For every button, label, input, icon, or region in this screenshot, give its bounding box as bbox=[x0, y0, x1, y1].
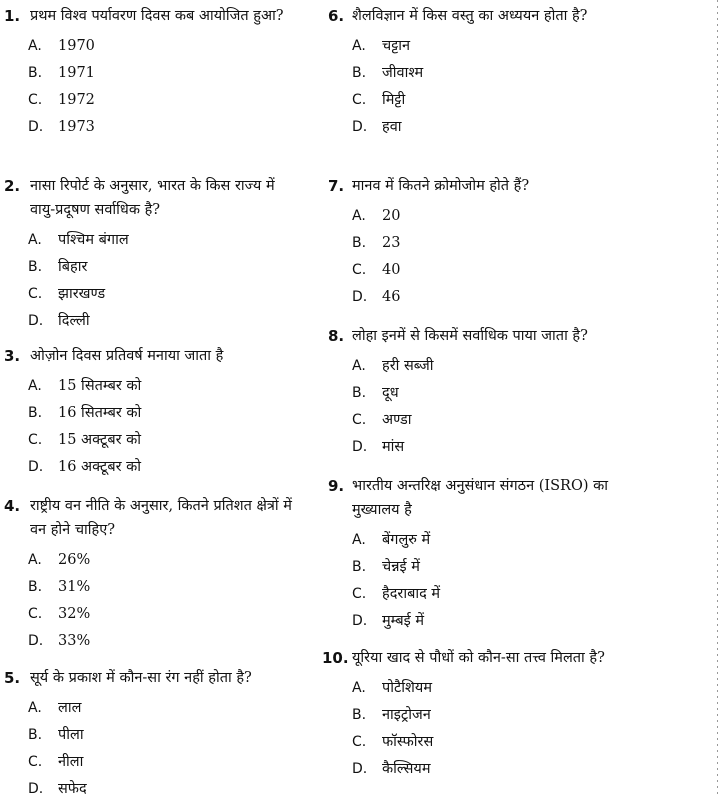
option-text: पोटैशियम bbox=[382, 680, 432, 696]
option-a bbox=[0, 33, 300, 60]
question-text: प्रथम विश्व पर्यावरण दिवस कब आयोजित हुआ? bbox=[30, 8, 284, 24]
option-text: नीला bbox=[58, 754, 84, 770]
option-label: B. bbox=[28, 405, 43, 421]
option-text: नाइट्रोजन bbox=[382, 707, 431, 723]
option-text: चेन्नई में bbox=[382, 559, 420, 575]
option-a bbox=[322, 203, 622, 230]
option-b bbox=[0, 722, 300, 749]
question-text: मानव में कितने क्रोमोजोम होते हैं? bbox=[352, 178, 530, 194]
question-4 bbox=[0, 494, 300, 655]
option-label: C. bbox=[28, 606, 43, 622]
option-text: 1971 bbox=[58, 65, 95, 81]
option-c bbox=[0, 427, 300, 454]
question-number: 7. bbox=[328, 177, 345, 195]
option-label: B. bbox=[352, 385, 367, 401]
question-text: भारतीय अन्तरिक्ष अनुसंधान संगठन (ISRO) का मुख्यालय है bbox=[352, 478, 609, 518]
option-d bbox=[0, 454, 300, 481]
option-label: D. bbox=[28, 781, 44, 797]
option-label: A. bbox=[28, 38, 42, 54]
option-label: C. bbox=[28, 286, 43, 302]
option-text: 23 bbox=[382, 235, 401, 251]
question-number: 2. bbox=[4, 177, 21, 195]
option-label: B. bbox=[352, 559, 367, 575]
question-text: यूरिया खाद से पौधों को कौन-सा तत्त्व मिलता है? bbox=[352, 650, 605, 666]
question-1 bbox=[0, 4, 300, 141]
question-stem bbox=[0, 494, 300, 542]
option-text: हैदराबाद में bbox=[382, 586, 441, 602]
option-label: C. bbox=[28, 92, 43, 108]
option-label: B. bbox=[28, 259, 43, 275]
option-b bbox=[322, 230, 622, 257]
option-text: अण्डा bbox=[382, 412, 412, 428]
option-d bbox=[0, 114, 300, 141]
question-number: 10. bbox=[322, 649, 349, 667]
option-text: 26% bbox=[58, 552, 91, 568]
option-d bbox=[322, 608, 622, 635]
question-number: 4. bbox=[4, 497, 21, 515]
question-number: 8. bbox=[328, 327, 345, 345]
option-text: चट्टान bbox=[382, 38, 411, 54]
question-stem bbox=[0, 666, 300, 690]
question-stem bbox=[322, 474, 622, 522]
option-label: D. bbox=[28, 633, 44, 649]
question-5 bbox=[0, 666, 300, 803]
option-text: 16 सितम्बर को bbox=[58, 405, 142, 421]
option-label: A. bbox=[352, 358, 366, 374]
option-text: फॉस्फोरस bbox=[382, 734, 434, 750]
option-text: 20 bbox=[382, 208, 401, 224]
option-b bbox=[322, 702, 622, 729]
option-label: A. bbox=[28, 378, 42, 394]
question-6 bbox=[322, 4, 622, 141]
option-text: 46 bbox=[382, 289, 401, 305]
option-label: D. bbox=[352, 119, 368, 135]
option-c bbox=[0, 281, 300, 308]
question-number: 1. bbox=[4, 7, 21, 25]
option-label: A. bbox=[352, 208, 366, 224]
option-text: 40 bbox=[382, 262, 401, 278]
option-label: B. bbox=[352, 707, 367, 723]
question-number: 3. bbox=[4, 347, 21, 365]
question-10 bbox=[322, 646, 622, 783]
question-8 bbox=[322, 324, 622, 461]
option-label: D. bbox=[352, 439, 368, 455]
question-text: लोहा इनमें से किसमें सर्वाधिक पाया जाता है? bbox=[352, 328, 588, 344]
question-stem bbox=[322, 324, 622, 348]
option-b bbox=[0, 60, 300, 87]
option-text: कैल्सियम bbox=[382, 761, 431, 777]
option-label: D. bbox=[28, 313, 44, 329]
option-c bbox=[322, 581, 622, 608]
option-d bbox=[322, 434, 622, 461]
question-stem bbox=[322, 646, 622, 670]
question-number: 5. bbox=[4, 669, 21, 687]
option-c bbox=[0, 87, 300, 114]
option-text: पश्चिम बंगाल bbox=[58, 232, 129, 248]
option-text: 33% bbox=[58, 633, 91, 649]
option-label: A. bbox=[352, 38, 366, 54]
option-label: C. bbox=[352, 586, 367, 602]
option-text: मिट्टी bbox=[382, 92, 406, 108]
question-3 bbox=[0, 344, 300, 481]
option-label: A. bbox=[352, 680, 366, 696]
option-b bbox=[322, 554, 622, 581]
option-label: A. bbox=[352, 532, 366, 548]
option-text: पीला bbox=[58, 727, 84, 743]
option-c bbox=[322, 407, 622, 434]
question-stem bbox=[322, 174, 622, 198]
option-d bbox=[322, 284, 622, 311]
option-label: C. bbox=[352, 262, 367, 278]
question-number: 9. bbox=[328, 477, 345, 495]
option-text: हवा bbox=[382, 119, 402, 135]
option-text: 1970 bbox=[58, 38, 95, 54]
question-9 bbox=[322, 474, 622, 635]
option-d bbox=[322, 756, 622, 783]
option-d bbox=[322, 114, 622, 141]
question-stem bbox=[322, 4, 622, 28]
option-label: B. bbox=[28, 727, 43, 743]
option-c bbox=[0, 601, 300, 628]
page-edge-divider bbox=[717, 0, 718, 795]
option-c bbox=[322, 257, 622, 284]
question-stem bbox=[0, 344, 300, 368]
question-number: 6. bbox=[328, 7, 345, 25]
option-label: D. bbox=[352, 613, 368, 629]
option-a bbox=[322, 353, 622, 380]
option-d bbox=[0, 628, 300, 655]
option-label: C. bbox=[28, 754, 43, 770]
option-b bbox=[0, 574, 300, 601]
option-text: 15 अक्टूबर को bbox=[58, 432, 142, 448]
option-text: दूध bbox=[382, 385, 399, 401]
option-text: बिहार bbox=[58, 259, 88, 275]
question-stem bbox=[0, 4, 300, 28]
option-label: D. bbox=[352, 289, 368, 305]
option-label: B. bbox=[352, 235, 367, 251]
option-text: 1973 bbox=[58, 119, 95, 135]
option-text: झारखण्ड bbox=[58, 286, 106, 302]
option-text: हरी सब्जी bbox=[382, 358, 434, 374]
option-label: A. bbox=[28, 232, 42, 248]
option-a bbox=[322, 33, 622, 60]
question-text: सूर्य के प्रकाश में कौन-सा रंग नहीं होता है? bbox=[30, 670, 252, 686]
option-c bbox=[322, 87, 622, 114]
option-c bbox=[322, 729, 622, 756]
option-text: मांस bbox=[382, 439, 405, 455]
option-text: 16 अक्टूबर को bbox=[58, 459, 142, 475]
option-d bbox=[0, 308, 300, 335]
option-label: A. bbox=[28, 552, 42, 568]
option-b bbox=[322, 380, 622, 407]
question-text: नासा रिपोर्ट के अनुसार, भारत के किस राज्य में वायु-प्रदूषण सर्वाधिक है? bbox=[30, 178, 275, 218]
option-text: बेंगलुरु में bbox=[382, 532, 431, 548]
option-text: लाल bbox=[58, 700, 82, 716]
option-d bbox=[0, 776, 300, 803]
option-text: सफेद bbox=[58, 781, 87, 797]
option-label: A. bbox=[28, 700, 42, 716]
question-7 bbox=[322, 174, 622, 311]
option-label: C. bbox=[352, 412, 367, 428]
question-stem bbox=[0, 174, 300, 222]
option-text: 15 सितम्बर को bbox=[58, 378, 142, 394]
option-label: D. bbox=[28, 459, 44, 475]
option-label: C. bbox=[352, 92, 367, 108]
option-b bbox=[0, 254, 300, 281]
question-text: ओज़ोन दिवस प्रतिवर्ष मनाया जाता है bbox=[30, 348, 224, 364]
option-label: B. bbox=[28, 65, 43, 81]
option-text: 32% bbox=[58, 606, 91, 622]
option-a bbox=[0, 373, 300, 400]
option-b bbox=[322, 60, 622, 87]
option-c bbox=[0, 749, 300, 776]
option-label: B. bbox=[28, 579, 43, 595]
option-a bbox=[0, 227, 300, 254]
option-text: दिल्ली bbox=[58, 313, 90, 329]
option-label: B. bbox=[352, 65, 367, 81]
option-a bbox=[322, 675, 622, 702]
option-text: जीवाश्म bbox=[382, 65, 424, 81]
question-2 bbox=[0, 174, 300, 335]
option-label: D. bbox=[352, 761, 368, 777]
option-b bbox=[0, 400, 300, 427]
option-a bbox=[0, 695, 300, 722]
question-text: राष्ट्रीय वन नीति के अनुसार, कितने प्रतिशत क्षेत्रों में वन होने चाहिए? bbox=[30, 498, 292, 538]
option-a bbox=[322, 527, 622, 554]
option-label: C. bbox=[28, 432, 43, 448]
option-text: मुम्बई में bbox=[382, 613, 425, 629]
question-text: शैलविज्ञान में किस वस्तु का अध्ययन होता है? bbox=[352, 8, 588, 24]
option-a bbox=[0, 547, 300, 574]
option-text: 31% bbox=[58, 579, 91, 595]
option-label: D. bbox=[28, 119, 44, 135]
option-label: C. bbox=[352, 734, 367, 750]
option-text: 1972 bbox=[58, 92, 95, 108]
